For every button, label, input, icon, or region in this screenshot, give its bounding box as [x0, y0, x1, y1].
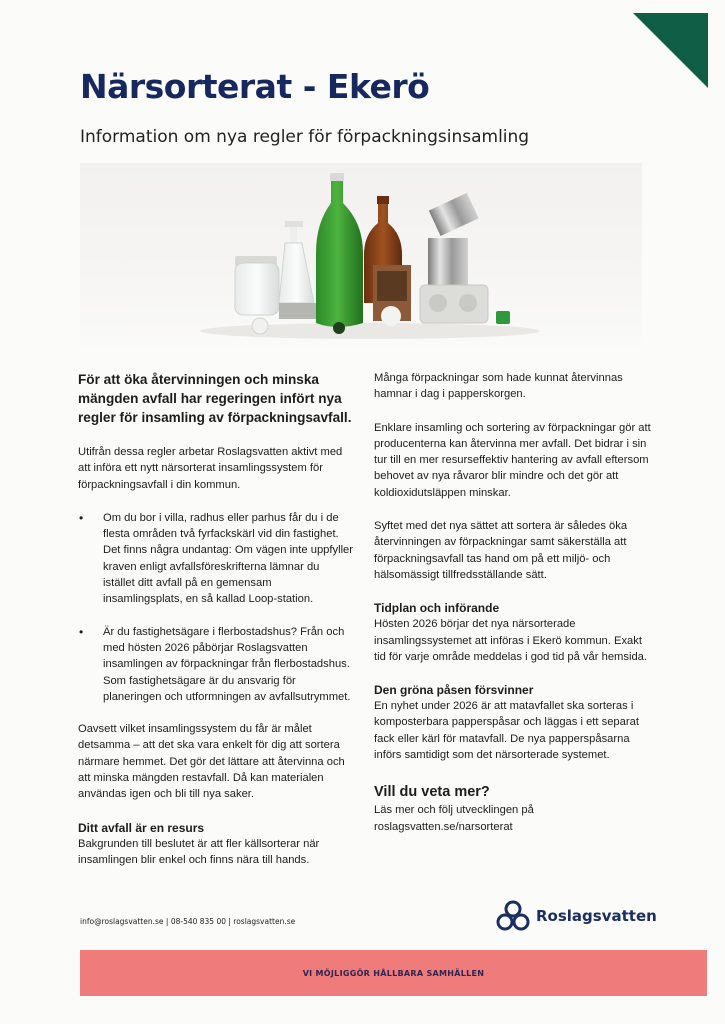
left-column — [78, 370, 353, 885]
intro-paragraph: Utifrån dessa regler arbetar Roslagsvatten aktivt med att införa ett nytt närsorterat insamlingssystem för förpackningsavfall i din kommun. — [78, 446, 343, 491]
brand-name: Roslagsvatten — [536, 907, 657, 925]
green-bottle — [316, 173, 363, 334]
bullet-item-villa: • Om du bor i villa, radhus eller parhus får du i de flesta områden två fyrfackskärl vid din fastighet. Det finns några undantag: Om vägen inte uppfyller kraven enligt avfallsföreskrifterna lämnar du istället ditt avfall på en gemensam insamlingsplats, en så kallad Loop-station. — [78, 510, 353, 608]
paragraph-papperskorgen: Många förpackningar som hade kunnat återvinnas hamnar i dag i papperskorgen. — [374, 372, 623, 401]
paragraph-purpose: Syftet med det nya sättet att sortera är således öka återvinningen av förpackningar samt säkerställa att förpackningsavfall tas hand om på ett miljö- och hälsomässigt tillfredsställande sätt. — [374, 520, 628, 581]
lead-paragraph: För att öka återvinningen och minska mängden avfall har regeringen infört nya regler för insamling av förpackningsavfall. — [78, 372, 352, 425]
goal-paragraph: Oavsett vilket insamlingssystem du får är målet detsamma – att det ska vara enkelt för dig att sortera närmare hemmet. Det gör det lättare att återvinna och att minska mängden restavfall. Då kan materialen användas igen och bli till nya saker. — [78, 723, 345, 801]
resource-section — [78, 820, 353, 869]
more-info-section — [374, 783, 654, 835]
timeline-heading: Tidplan och införande — [374, 601, 500, 616]
paragraph-producers: Enklare insamling och sortering av förpackningar gör att producenterna kan återvinna mer avfall. Det bidrar i sin tur till en mer resurseffektiv hantering av avfall eftersom behovet av nya råvaror blir mindre och det gör att koldioxidutsläppen minskar. — [374, 421, 651, 499]
bullet-item-flerbostadshus: • Är du fastighetsägare i flerbostadshus? Från och med hösten 2026 påbörjar Roslagsvatten insamlingen av förpackningar från flerbostadshus. Som fastighetsägare är du ansvarig för planeringen och utformningen av avfallsutrymmet. — [78, 624, 353, 705]
brand-logo — [495, 899, 657, 933]
white-cap — [252, 318, 268, 334]
egg-carton — [420, 285, 488, 323]
slogan-text: VI MÖJLIGGÖR HÅLLBARA SAMHÄLLEN — [302, 968, 485, 978]
more-info-text[interactable]: Läs mer och följ utvecklingen på roslagsvatten.se/narsorterat — [374, 804, 534, 833]
hero-image-packaging — [80, 163, 642, 346]
right-column — [374, 370, 654, 852]
slogan-band — [80, 950, 707, 996]
green-cap — [496, 311, 510, 324]
corner-triangle-decoration — [633, 13, 708, 88]
page-subtitle: Information om nya regler för förpackningsinsamling — [80, 127, 530, 147]
resource-heading: Ditt avfall är en resurs — [78, 820, 205, 835]
green-bag-section — [374, 682, 654, 763]
green-bag-heading: Den gröna påsen försvinner — [374, 683, 534, 698]
tin-cans — [428, 193, 479, 293]
contact-info[interactable]: info@roslagsvatten.se | 08-540 835 00 | roslagsvatten.se — [80, 917, 296, 926]
resource-text: Bakgrunden till beslutet är att fler källsorterar när insamlingen blir enkel och finns nära till hands. — [78, 837, 320, 866]
timeline-text: Hösten 2026 börjar det nya närsorterade insamlingssystemet att införas i Ekerö kommun. Exakt tid för varje område meddelas i god tid på vår hemsida. — [374, 618, 647, 663]
more-info-heading: Vill du veta mer? — [374, 784, 490, 801]
roslagsvatten-logo-icon — [495, 899, 531, 933]
milk-carton — [373, 265, 411, 326]
soap-dispenser — [279, 221, 316, 319]
timeline-section — [374, 600, 654, 665]
green-bag-text: En nyhet under 2026 är att matavfallet ska sorteras i komposterbara papperspåsar och läggas i ett separat fack eller kärl för matavfall. De nya papperspåsarna införs samtidigt som det närsorterade systemet. — [374, 700, 639, 762]
bullet-list — [78, 510, 353, 705]
glass-jar — [235, 256, 279, 315]
page-title: Närsorterat - Ekerö — [80, 67, 430, 106]
